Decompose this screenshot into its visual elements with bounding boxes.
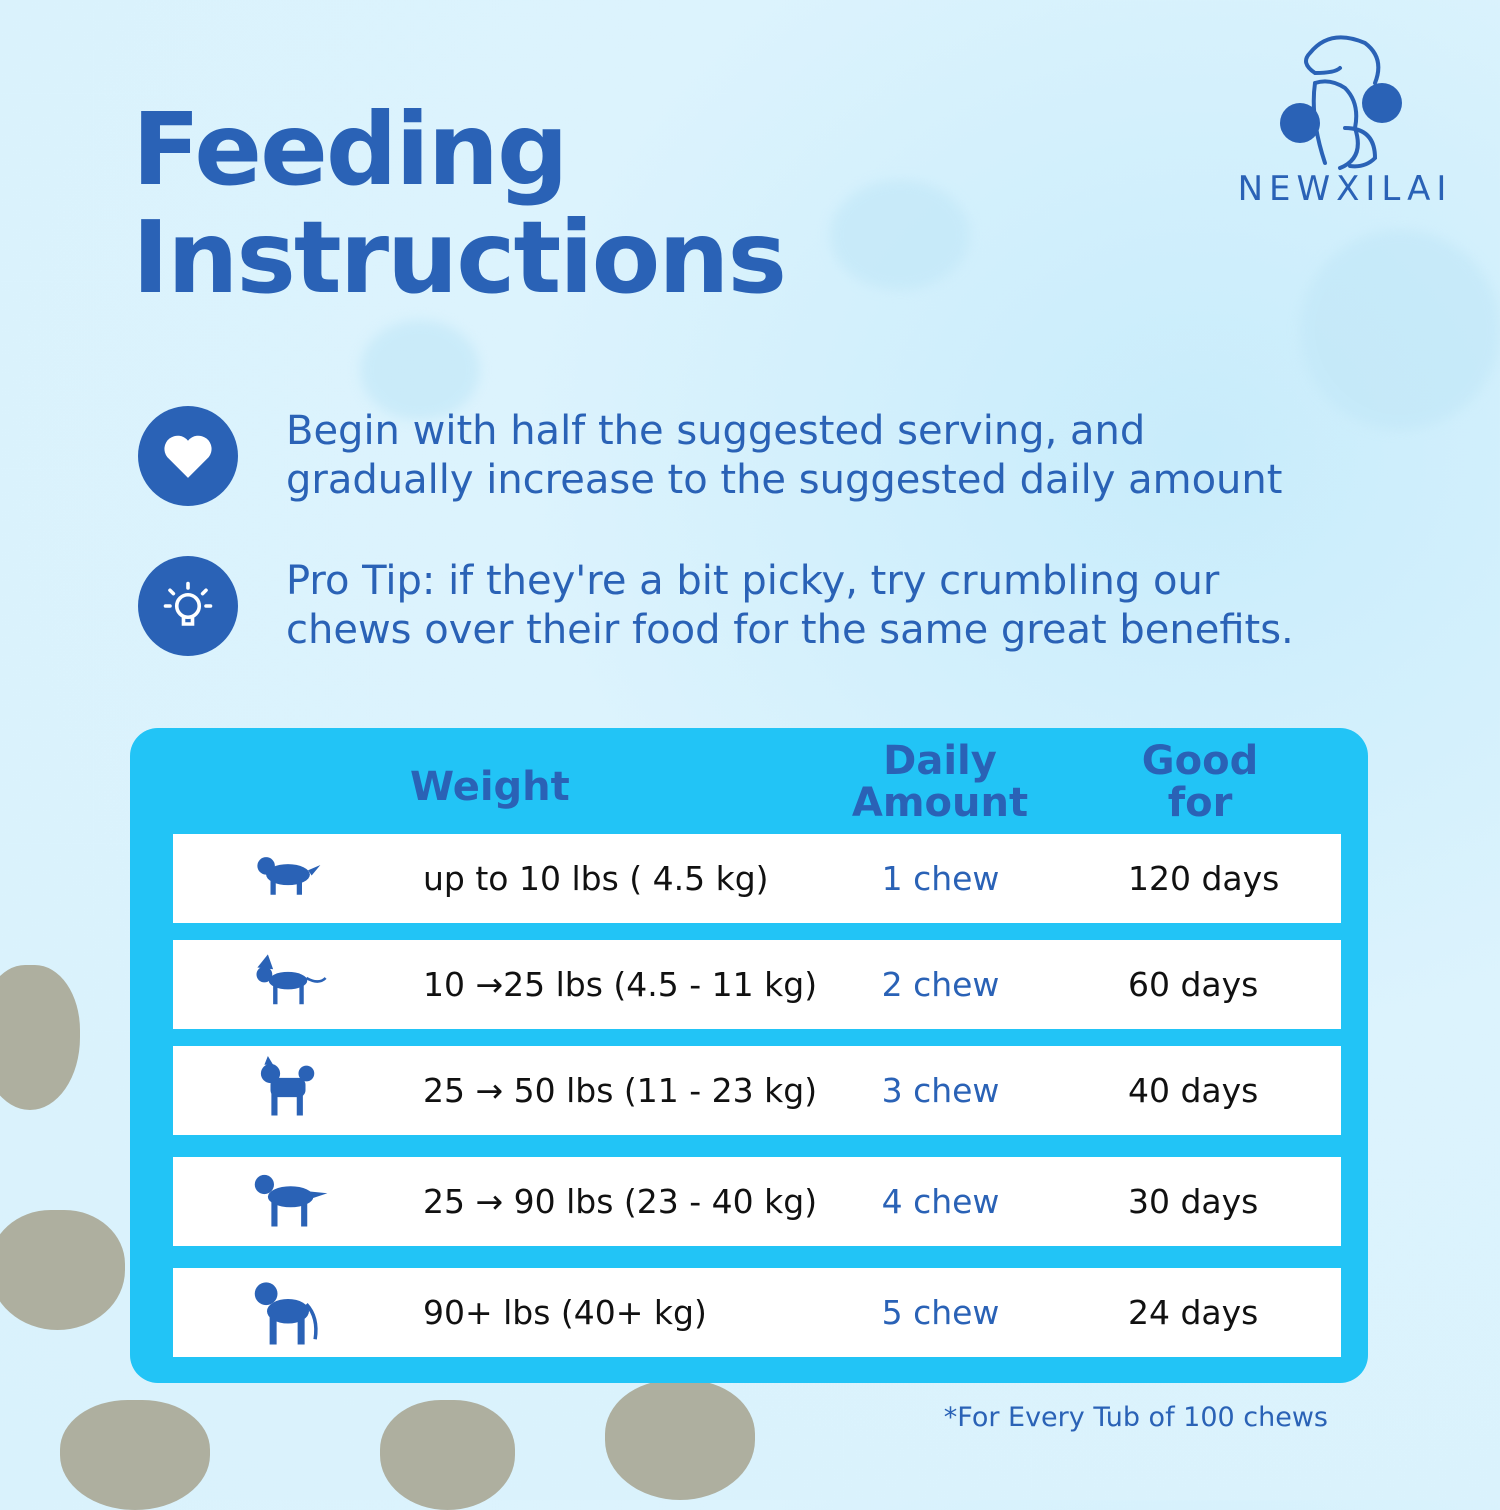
- labrador-icon: [243, 1167, 333, 1237]
- daily-amount-cell: 3 chew: [881, 1071, 1000, 1110]
- logo-text: NEWXILAI: [1237, 169, 1453, 209]
- title-line: Feeding: [132, 91, 567, 208]
- table-row: [173, 834, 1341, 923]
- header-text: for: [1167, 780, 1233, 826]
- chew-image: [0, 965, 80, 1110]
- chew-image: [0, 1210, 125, 1330]
- header-daily-amount: [850, 740, 1030, 824]
- header-weight: Weight: [410, 764, 570, 810]
- weight-cell: up to 10 lbs ( 4.5 kg): [423, 859, 769, 898]
- header-text: Good: [1141, 738, 1259, 784]
- good-for-cell: 40 days: [1128, 1071, 1259, 1110]
- footnote: *For Every Tub of 100 chews: [943, 1402, 1328, 1433]
- tip-pro: [138, 556, 1294, 656]
- title-line: Instructions: [132, 199, 786, 316]
- dog-cat-logo-icon: [1270, 28, 1420, 173]
- tip-text: chews over their food for the same great benefits.: [286, 607, 1294, 653]
- brand-logo: [1225, 28, 1465, 209]
- lightbulb-icon: [138, 556, 238, 656]
- header-good-for: [1120, 740, 1280, 824]
- table-row: [173, 1268, 1341, 1357]
- weight-cell: 10 →25 lbs (4.5 - 11 kg): [423, 965, 818, 1004]
- good-for-cell: 120 days: [1128, 859, 1280, 898]
- heart-icon: [138, 406, 238, 506]
- table-row: [173, 940, 1341, 1029]
- daily-amount-cell: 5 chew: [881, 1293, 1000, 1332]
- background-paw: [1300, 230, 1500, 430]
- weight-cell: 25 → 50 lbs (11 - 23 kg): [423, 1071, 818, 1110]
- header-text: Daily: [883, 738, 997, 784]
- shiba-icon: [243, 1056, 333, 1126]
- chew-image: [605, 1380, 755, 1500]
- background-paw: [830, 180, 970, 290]
- daily-amount-cell: 1 chew: [881, 859, 1000, 898]
- tip-text: Pro Tip: if they're a bit picky, try crumbling our: [286, 558, 1220, 604]
- large-dog-icon: [243, 1278, 333, 1348]
- chihuahua-icon: [243, 950, 333, 1020]
- good-for-cell: 30 days: [1128, 1182, 1259, 1221]
- tip-text: Begin with half the suggested serving, and: [286, 408, 1146, 454]
- chew-image: [380, 1400, 515, 1510]
- feeding-table: [130, 728, 1368, 1383]
- chew-image: [60, 1400, 210, 1510]
- header-text: Amount: [851, 780, 1029, 826]
- table-row: [173, 1046, 1341, 1135]
- table-row: [173, 1157, 1341, 1246]
- weight-cell: 25 → 90 lbs (23 - 40 kg): [423, 1182, 818, 1221]
- good-for-cell: 24 days: [1128, 1293, 1259, 1332]
- weight-cell: 90+ lbs (40+ kg): [423, 1293, 707, 1332]
- page-title: [132, 91, 786, 316]
- tip-serving: [138, 406, 1282, 506]
- daily-amount-cell: 2 chew: [881, 965, 1000, 1004]
- daily-amount-cell: 4 chew: [881, 1182, 1000, 1221]
- good-for-cell: 60 days: [1128, 965, 1259, 1004]
- tip-text: gradually increase to the suggested daily amount: [286, 457, 1283, 503]
- small-dog-icon: [243, 844, 333, 914]
- background-paw: [360, 320, 480, 420]
